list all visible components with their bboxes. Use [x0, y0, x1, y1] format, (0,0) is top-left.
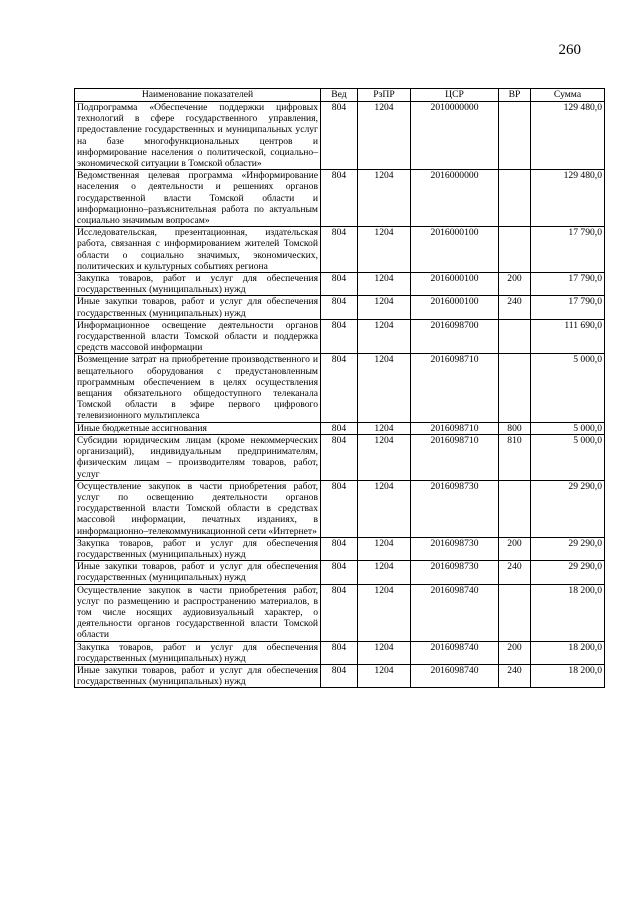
cell-vr: 200 — [499, 273, 531, 296]
table-row — [75, 102, 605, 170]
cell-sum: 129 480,0 — [531, 170, 605, 227]
table-body — [75, 102, 605, 688]
cell-ved: 804 — [321, 273, 358, 296]
page-number: 260 — [558, 42, 581, 58]
cell-sum: 17 790,0 — [531, 296, 605, 319]
cell-rzpr: 1204 — [358, 102, 411, 170]
cell-csr: 2016098710 — [411, 354, 499, 422]
header-ved: Вед — [321, 89, 358, 102]
header-sum: Сумма — [531, 89, 605, 102]
cell-csr: 2016098740 — [411, 664, 499, 687]
table-row — [75, 319, 605, 354]
cell-vr — [499, 319, 531, 354]
cell-ved: 804 — [321, 561, 358, 584]
cell-ved: 804 — [321, 537, 358, 560]
cell-name: Иные закупки товаров, работ и услуг для обеспечения государственных (муниципальных) нужд — [75, 296, 321, 319]
cell-sum: 129 480,0 — [531, 102, 605, 170]
cell-csr: 2016000000 — [411, 170, 499, 227]
cell-rzpr: 1204 — [358, 354, 411, 422]
cell-csr: 2016098710 — [411, 422, 499, 434]
cell-rzpr: 1204 — [358, 422, 411, 434]
cell-sum: 5 000,0 — [531, 422, 605, 434]
cell-csr: 2016098730 — [411, 537, 499, 560]
cell-vr: 810 — [499, 434, 531, 480]
cell-vr: 240 — [499, 664, 531, 687]
cell-ved: 804 — [321, 664, 358, 687]
cell-vr — [499, 227, 531, 273]
cell-sum: 111 690,0 — [531, 319, 605, 354]
cell-csr: 2016098730 — [411, 561, 499, 584]
cell-name: Возмещение затрат на приобретение производственного и вещательного оборудования с предустановленным программным обеспечением в целях осуществления вещания обязательного общедоступного телеканала Томской области в эфире первого цифрового телевизионного мультиплекса — [75, 354, 321, 422]
table-header-row — [75, 89, 605, 102]
table-row — [75, 584, 605, 641]
cell-vr: 240 — [499, 296, 531, 319]
header-rzpr: РзПР — [358, 89, 411, 102]
cell-ved: 804 — [321, 434, 358, 480]
table-row — [75, 354, 605, 422]
cell-csr: 2016000100 — [411, 273, 499, 296]
cell-rzpr: 1204 — [358, 641, 411, 664]
cell-vr — [499, 480, 531, 537]
cell-sum: 18 200,0 — [531, 641, 605, 664]
cell-vr: 240 — [499, 561, 531, 584]
cell-ved: 804 — [321, 480, 358, 537]
table-row — [75, 664, 605, 687]
cell-vr: 800 — [499, 422, 531, 434]
cell-name: Иные закупки товаров, работ и услуг для обеспечения государственных (муниципальных) нужд — [75, 561, 321, 584]
cell-sum: 17 790,0 — [531, 273, 605, 296]
cell-rzpr: 1204 — [358, 296, 411, 319]
cell-ved: 804 — [321, 641, 358, 664]
cell-name: Закупка товаров, работ и услуг для обеспечения государственных (муниципальных) нужд — [75, 273, 321, 296]
cell-sum: 5 000,0 — [531, 354, 605, 422]
cell-sum: 18 200,0 — [531, 664, 605, 687]
cell-rzpr: 1204 — [358, 480, 411, 537]
cell-name: Закупка товаров, работ и услуг для обеспечения государственных (муниципальных) нужд — [75, 537, 321, 560]
table-row — [75, 641, 605, 664]
cell-rzpr: 1204 — [358, 664, 411, 687]
table-row — [75, 422, 605, 434]
cell-name: Осуществление закупок в части приобретения работ, услуг по освещению деятельности органов государственной власти Томской области в средствах массовой информации, печатных изданиях, в информационно–телекоммуникационной сети «Интернет» — [75, 480, 321, 537]
cell-ved: 804 — [321, 102, 358, 170]
cell-csr: 2010000000 — [411, 102, 499, 170]
header-name: Наименование показателей — [75, 89, 321, 102]
cell-csr: 2016098710 — [411, 434, 499, 480]
cell-sum: 29 290,0 — [531, 480, 605, 537]
cell-rzpr: 1204 — [358, 537, 411, 560]
cell-rzpr: 1204 — [358, 319, 411, 354]
cell-name: Закупка товаров, работ и услуг для обеспечения государственных (муниципальных) нужд — [75, 641, 321, 664]
cell-ved: 804 — [321, 296, 358, 319]
cell-sum: 29 290,0 — [531, 537, 605, 560]
cell-rzpr: 1204 — [358, 273, 411, 296]
cell-csr: 2016000100 — [411, 296, 499, 319]
cell-ved: 804 — [321, 584, 358, 641]
cell-vr: 200 — [499, 537, 531, 560]
table-row — [75, 227, 605, 273]
cell-name: Иные закупки товаров, работ и услуг для обеспечения государственных (муниципальных) нужд — [75, 664, 321, 687]
table-row — [75, 434, 605, 480]
cell-name: Информационное освещение деятельности органов государственной власти Томской области и поддержка средств массовой информации — [75, 319, 321, 354]
cell-sum: 17 790,0 — [531, 227, 605, 273]
cell-name: Субсидии юридическим лицам (кроме некоммерческих организаций), индивидуальным предпринимателям, физическим лицам – производителям товаров, работ, услуг — [75, 434, 321, 480]
cell-sum: 5 000,0 — [531, 434, 605, 480]
table-row — [75, 561, 605, 584]
budget-table — [74, 88, 605, 688]
cell-vr — [499, 354, 531, 422]
table-row — [75, 480, 605, 537]
cell-ved: 804 — [321, 354, 358, 422]
cell-rzpr: 1204 — [358, 561, 411, 584]
cell-rzpr: 1204 — [358, 170, 411, 227]
table-row — [75, 537, 605, 560]
cell-rzpr: 1204 — [358, 434, 411, 480]
cell-name: Ведомственная целевая программа «Информирование населения о деятельности и решениях органов государственной власти Томской области и информационно–разъяснительная работа по актуальным социально значимым вопросам» — [75, 170, 321, 227]
table-row — [75, 170, 605, 227]
table-row — [75, 273, 605, 296]
table-row — [75, 296, 605, 319]
cell-csr: 2016098740 — [411, 641, 499, 664]
cell-name: Осуществление закупок в части приобретения работ, услуг по размещению и распространению материалов, в том числе носящих аудиовизуальный характер, о деятельности органов государственной власти Томской области — [75, 584, 321, 641]
cell-ved: 804 — [321, 227, 358, 273]
cell-csr: 2016098730 — [411, 480, 499, 537]
cell-vr — [499, 170, 531, 227]
cell-vr: 200 — [499, 641, 531, 664]
cell-vr — [499, 584, 531, 641]
cell-sum: 29 290,0 — [531, 561, 605, 584]
cell-rzpr: 1204 — [358, 227, 411, 273]
cell-csr: 2016098700 — [411, 319, 499, 354]
cell-ved: 804 — [321, 319, 358, 354]
cell-vr — [499, 102, 531, 170]
cell-ved: 804 — [321, 422, 358, 434]
header-csr: ЦСР — [411, 89, 499, 102]
cell-ved: 804 — [321, 170, 358, 227]
cell-name: Подпрограмма «Обеспечение поддержки цифровых технологий в сфере государственного управления, предоставление государственных и муниципальных услуг на базе многофункциональных центров и информирование населения о политической, социально–экономической ситуации в Томской области» — [75, 102, 321, 170]
cell-csr: 2016098740 — [411, 584, 499, 641]
cell-name: Исследовательская, презентационная, издательская работа, связанная с информированием жителей Томской области о социально значимых, экономических, политических и культурных событиях региона — [75, 227, 321, 273]
cell-name: Иные бюджетные ассигнования — [75, 422, 321, 434]
cell-csr: 2016000100 — [411, 227, 499, 273]
cell-rzpr: 1204 — [358, 584, 411, 641]
cell-sum: 18 200,0 — [531, 584, 605, 641]
header-vr: ВР — [499, 89, 531, 102]
